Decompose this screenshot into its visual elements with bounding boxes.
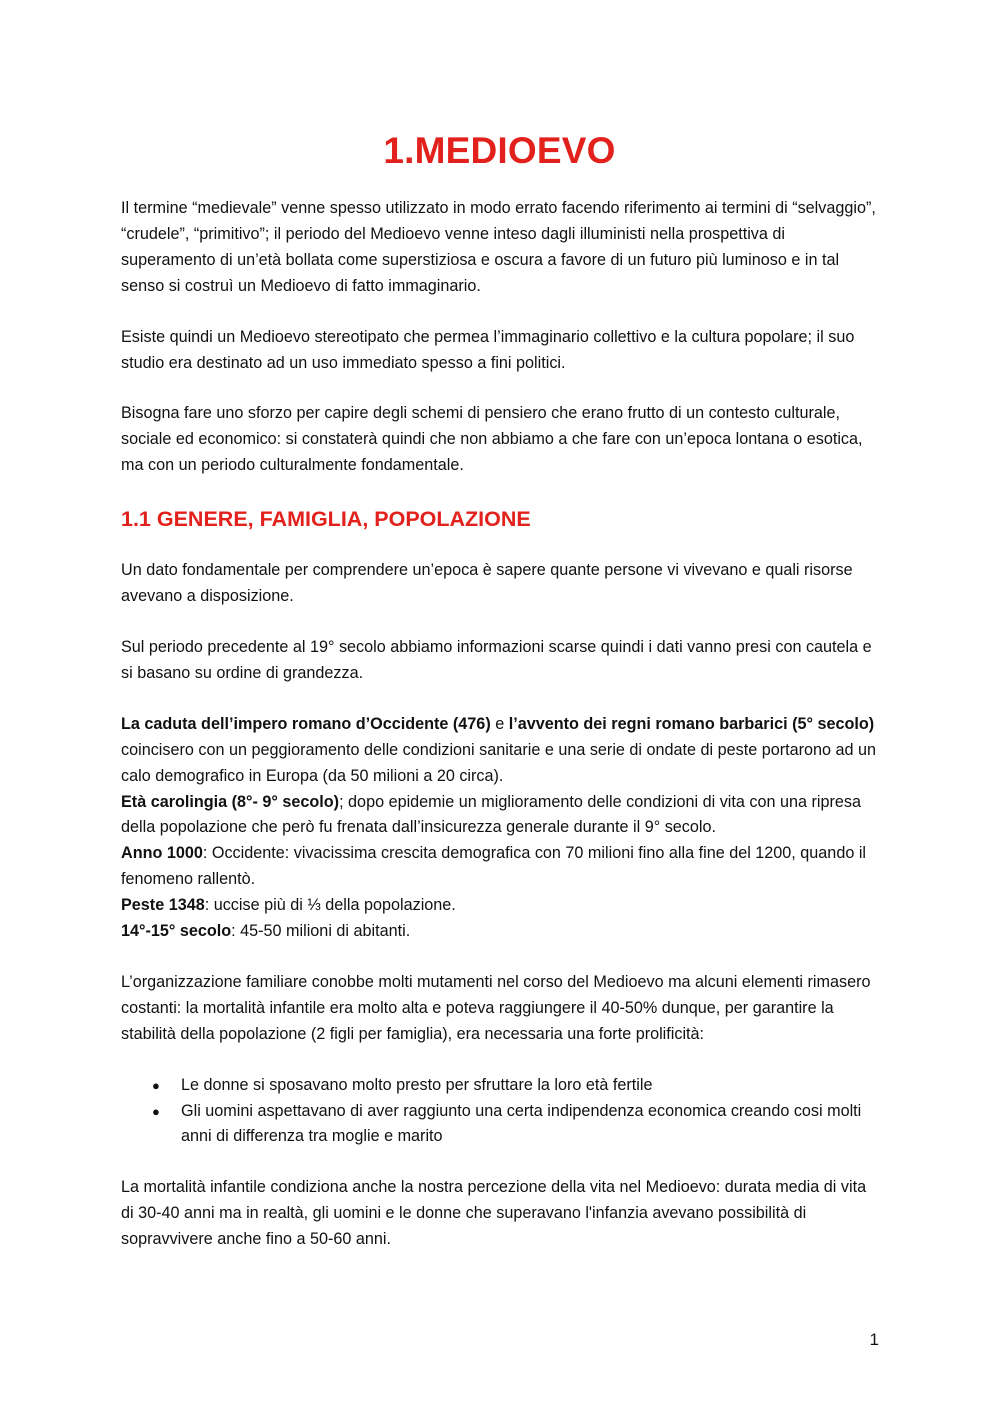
timeline-peste-label: Peste 1348 <box>121 896 205 915</box>
intro-paragraph-3: Bisogna fare uno sforzo per capire degli schemi di pensiero che erano frutto di un contesto culturale, sociale ed economico: si constaterà quindi che non abbiamo a che fare con un’epoca lontana o esotica, ma con un periodo culturalmente fondamentale. <box>121 404 863 475</box>
intro-paragraph-1: Il termine “medievale” venne spesso utilizzato in modo errato facendo riferimento ai termini di “selvaggio”, “crudele”, “primitivo”; il periodo del Medioevo venne inteso dagli illuministi nella prospettiva di superamento di un’età bollata come superstiziosa e oscura a favore di un futuro più luminoso e in tal senso si costruì un Medioevo di fatto immaginario. <box>121 199 876 295</box>
intro-paragraph-2: Esiste quindi un Medioevo stereotipato che permea l’immaginario collettivo e la cultura popolare; il suo studio era destinato ad un uso immediato spesso a fini politici. <box>121 327 855 372</box>
section-paragraph-2: Sul periodo precedente al 19° secolo abbiamo informazioni scarse quindi i dati vanno presi con cautela e si basano su ordine di grandezza. <box>121 637 872 682</box>
section-heading: 1.1 GENERE, FAMIGLIA, POPOLAZIONE <box>121 507 531 532</box>
timeline-caduta <box>121 712 878 790</box>
timeline-secolo <box>121 919 878 945</box>
timeline-anno-1000 <box>121 841 878 893</box>
bullet-item: ● Gli uomini aspettavano di aver raggiunto una certa indipendenza economica creando cosi molti anni di differenza tra moglie e marito <box>181 1099 878 1151</box>
timeline-anno-1000-text: : Occidente: vivacissima crescita demografica con 70 milioni fino alla fine del 1200, quando il fenomeno rallentò. <box>121 844 867 889</box>
section-paragraph-1: Un dato fondamentale per comprendere un’epoca è sapere quante persone vi vivevano e quali risorse avevano a disposizione. <box>121 561 853 606</box>
timeline-carolingia-text: ; dopo epidemie un miglioramento delle condizioni di vita con una ripresa della popolazione che però fu frenata dall’insicurezza generale durante il 9° secolo. <box>121 792 861 837</box>
page-title: 1.MEDIOEVO <box>383 130 616 171</box>
bullet-item: ● Le donne si sposavano molto presto per sfruttare la loro età fertile <box>181 1073 878 1099</box>
timeline-carolingia-label: Età carolingia (8°- 9° secolo) <box>121 792 340 811</box>
timeline-caduta-join: e <box>490 714 509 733</box>
timeline-anno-1000-label: Anno 1000 <box>121 844 203 863</box>
timeline-caduta-text: coincisero con un peggioramento delle condizioni sanitarie e una serie di ondate di peste portarono ad un calo demografico in Europa (da 50 milioni a 20 circa). <box>121 740 877 785</box>
section-paragraph-3: L’organizzazione familiare conobbe molti mutamenti nel corso del Medioevo ma alcuni elementi rimasero costanti: la mortalità infantile era molto alta e poteva raggiungere il 40-50% dunque, per garantire la stabilità della popolazione (2 figli per famiglia), era necessaria una forte prolificità: <box>121 972 871 1043</box>
timeline-avvento-label: l’avvento dei regni romano barbarici (5° secolo) <box>508 714 875 733</box>
timeline-peste <box>121 893 878 919</box>
timeline-secolo-label: 14°-15° secolo <box>121 922 232 941</box>
timeline-carolingia <box>121 790 878 842</box>
bullet-list <box>121 1073 878 1151</box>
timeline-peste-text: : uccise più di ⅓ della popolazione. <box>204 896 456 915</box>
timeline-caduta-label: La caduta dell’impero romano d’Occidente (476) <box>121 714 491 733</box>
page-number: 1 <box>869 1330 879 1349</box>
timeline-secolo-text: : 45-50 milioni di abitanti. <box>231 922 411 941</box>
section-paragraph-4: La mortalità infantile condiziona anche la nostra percezione della vita nel Medioevo: durata media di vita di 30-40 anni ma in realtà, gli uomini e le donne che superavano l'infanzia avevano possibilità di sopravvivere anche fino a 50-60 anni. <box>121 1178 867 1249</box>
